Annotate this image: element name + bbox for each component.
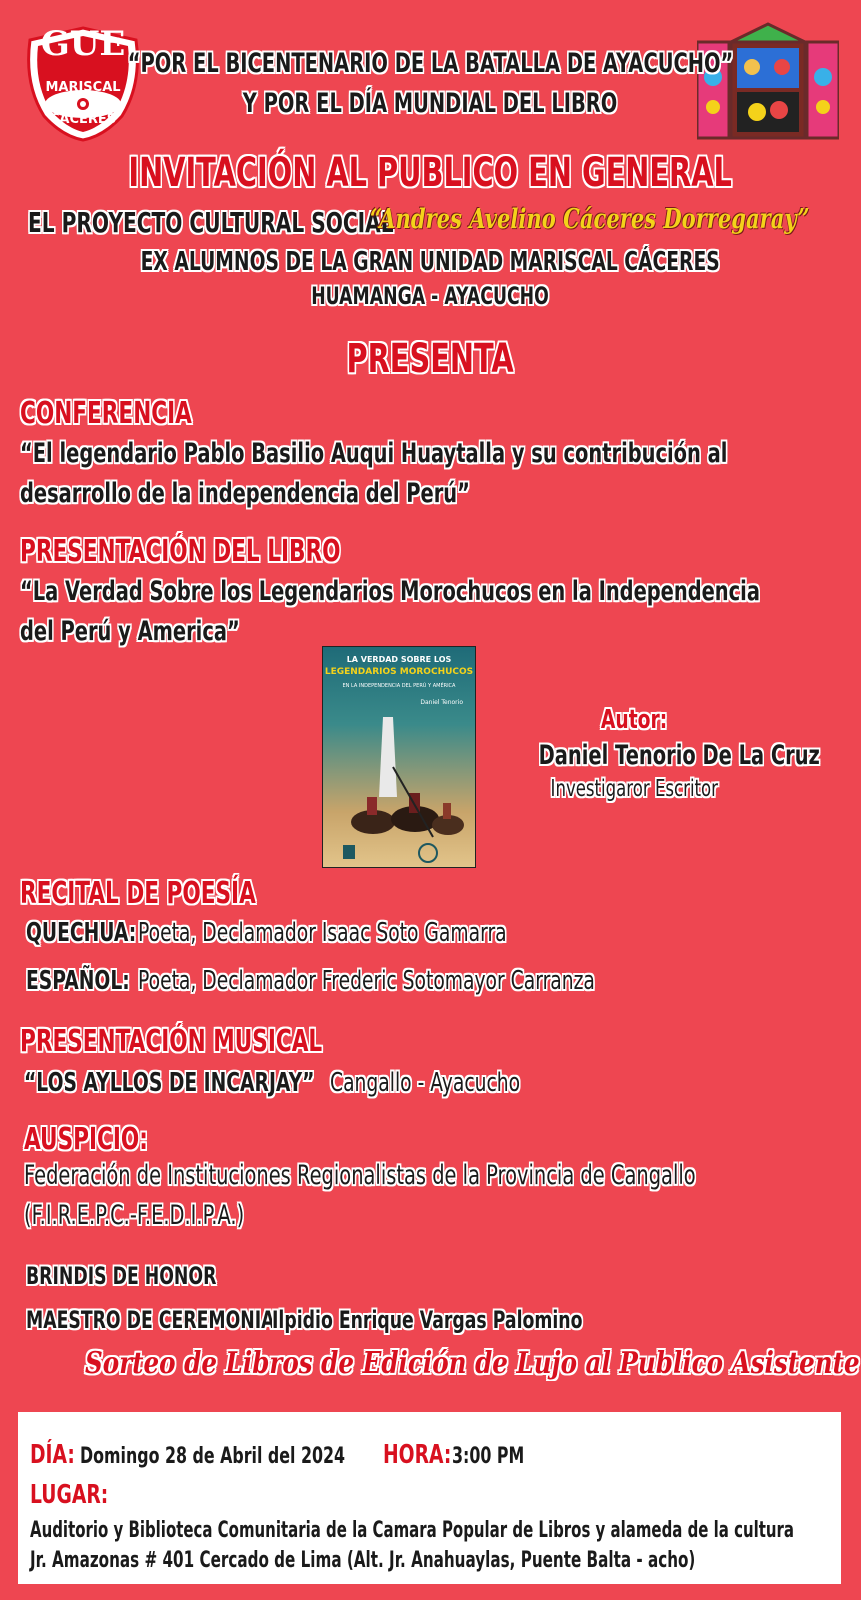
cover-title-main: LEGENDARIOS MOROCHUCOS xyxy=(324,667,474,677)
day-value: Domingo 28 de Abril del 2024 xyxy=(80,1444,346,1469)
poetry-quechua-text-wrap xyxy=(138,918,650,948)
place-line: HUAMANGA - AYACUCHO xyxy=(311,282,550,310)
alumni-line: EX ALUMNOS DE LA GRAN UNIDAD MARISCAL CÁCERES xyxy=(140,247,721,277)
raffle-line: Sorteo de Libros de Edición de Lujo al Publico Asistente xyxy=(85,1346,860,1381)
book-line2-wrap xyxy=(20,616,325,647)
music-origin-wrap xyxy=(330,1068,594,1098)
mc-name: Ilpidio Enrique Vargas Palomino xyxy=(272,1306,583,1334)
school-logo xyxy=(22,24,144,142)
project-name: “Andres Avelino Cáceres Dorregaray” xyxy=(370,204,810,235)
poetry-heading-wrap xyxy=(20,876,348,911)
time-value: 3:00 PM xyxy=(452,1444,525,1469)
author-label-wrap xyxy=(484,705,784,735)
invitation-title: INVITACIÓN AL PUBLICO EN GENERAL xyxy=(128,150,733,196)
book-line1-wrap xyxy=(20,576,861,607)
place-line1: Auditorio y Biblioteca Comunitaria de la Camara Popular de Libros y alameda de la cultura xyxy=(30,1518,795,1543)
time-value-wrap xyxy=(452,1444,552,1469)
sponsor-line2-wrap xyxy=(24,1200,330,1231)
cover-illustration xyxy=(323,707,475,867)
conference-heading: CONFERENCIA xyxy=(20,396,192,431)
project-name-wrap xyxy=(370,204,861,235)
author-label: Autor: xyxy=(600,705,668,735)
toast-wrap xyxy=(26,1262,290,1290)
music-heading: PRESENTACIÓN MUSICAL xyxy=(20,1024,323,1059)
project-line xyxy=(28,206,394,239)
book-line1: “La Verdad Sobre los Legendarios Morochucos en la Independencia xyxy=(20,576,760,607)
presents-wrap xyxy=(0,336,861,382)
cover-title-small: LA VERDAD SOBRE LOS xyxy=(346,655,452,664)
logo-gue-text: GUE xyxy=(40,24,126,64)
invitation-title-wrap xyxy=(0,150,861,196)
poetry-quechua-text: Poeta, Declamador Isaac Soto Gamarra xyxy=(138,918,507,948)
mc-name-wrap xyxy=(272,1306,703,1334)
place-line2-wrap xyxy=(30,1548,861,1573)
sponsor-line1-wrap xyxy=(24,1160,861,1191)
day-label: DÍA: xyxy=(30,1440,75,1470)
poetry-spanish-text: Poeta, Declamador Frederic Sotomayor Carranza xyxy=(138,966,595,996)
header-line2: Y POR EL DÍA MUNDIAL DEL LIBRO xyxy=(243,88,618,119)
header-line1: “POR EL BICENTENARIO DE LA BATALLA DE AYACUCHO” xyxy=(127,48,734,79)
book-heading-wrap xyxy=(20,534,465,569)
retablo-image xyxy=(697,22,839,140)
mc-label: MAESTRO DE CEREMONIA: xyxy=(26,1306,282,1334)
sponsor-line2: (F.I.R.E.P.C.-F.E.D.I.P.A.) xyxy=(24,1200,245,1231)
conference-line1-wrap xyxy=(20,438,861,469)
author-role-wrap xyxy=(484,776,784,802)
author-name-wrap xyxy=(484,740,820,771)
poetry-heading: RECITAL DE POESÍA xyxy=(20,876,256,911)
book-cover xyxy=(322,646,476,868)
poetry-spanish-label: ESPAÑOL: xyxy=(26,966,130,996)
place-line2: Jr. Amazonas # 401 Cercado de Lima (Alt. Jr. Anahuaylas, Puente Balta - acho) xyxy=(30,1548,696,1573)
conference-heading-wrap xyxy=(20,396,259,431)
sponsor-heading: AUSPICIO: xyxy=(24,1122,148,1157)
event-details-box xyxy=(14,1408,845,1588)
place-label: LUGAR: xyxy=(30,1480,109,1510)
music-origin: Cangallo - Ayacucho xyxy=(330,1068,521,1098)
place-label-wrap xyxy=(30,1480,139,1510)
presents-heading: PRESENTA xyxy=(346,336,515,382)
time-label: HORA: xyxy=(383,1440,452,1470)
place-wrap xyxy=(0,282,861,310)
conference-line2-wrap xyxy=(20,478,645,509)
poetry-spanish-text-wrap xyxy=(138,966,773,996)
header-line2-wrap xyxy=(0,88,861,119)
music-heading-wrap xyxy=(20,1024,440,1059)
conference-line1: “El legendario Pablo Basilio Auqui Huaytalla y su contribución al xyxy=(20,438,728,469)
cover-subtitle: EN LA INDEPENDENCIA DEL PERÚ Y AMÉRICA xyxy=(342,683,456,689)
alumni-wrap xyxy=(0,247,861,277)
poetry-quechua-label: QUECHUA: xyxy=(26,918,137,948)
header-line1-wrap xyxy=(0,48,861,79)
music-group: “LOS AYLLOS DE INCARJAY” xyxy=(24,1068,315,1098)
toast-line: BRINDIS DE HONOR xyxy=(26,1262,217,1290)
project-prefix: EL PROYECTO CULTURAL SOCIAL xyxy=(28,206,394,239)
book-line2: del Perú y America” xyxy=(20,616,240,647)
author-name: Daniel Tenorio De La Cruz xyxy=(538,740,820,771)
sponsor-heading-wrap xyxy=(24,1122,196,1157)
conference-line2: desarrollo de la independencia del Perú” xyxy=(20,478,470,509)
place-line1-wrap xyxy=(30,1518,861,1543)
sponsor-line1: Federación de Instituciones Regionalistas de la Provincia de Cangallo xyxy=(24,1160,696,1191)
logo-mariscal-text: MARISCAL xyxy=(45,80,121,95)
author-role: Investigaror Escritor xyxy=(550,776,718,802)
book-heading: PRESENTACIÓN DEL LIBRO xyxy=(20,534,341,569)
logo-caceres-text: CACERES xyxy=(49,112,117,127)
cover-author: Daniel Tenorio xyxy=(420,699,463,706)
raffle-wrap xyxy=(0,1346,861,1381)
